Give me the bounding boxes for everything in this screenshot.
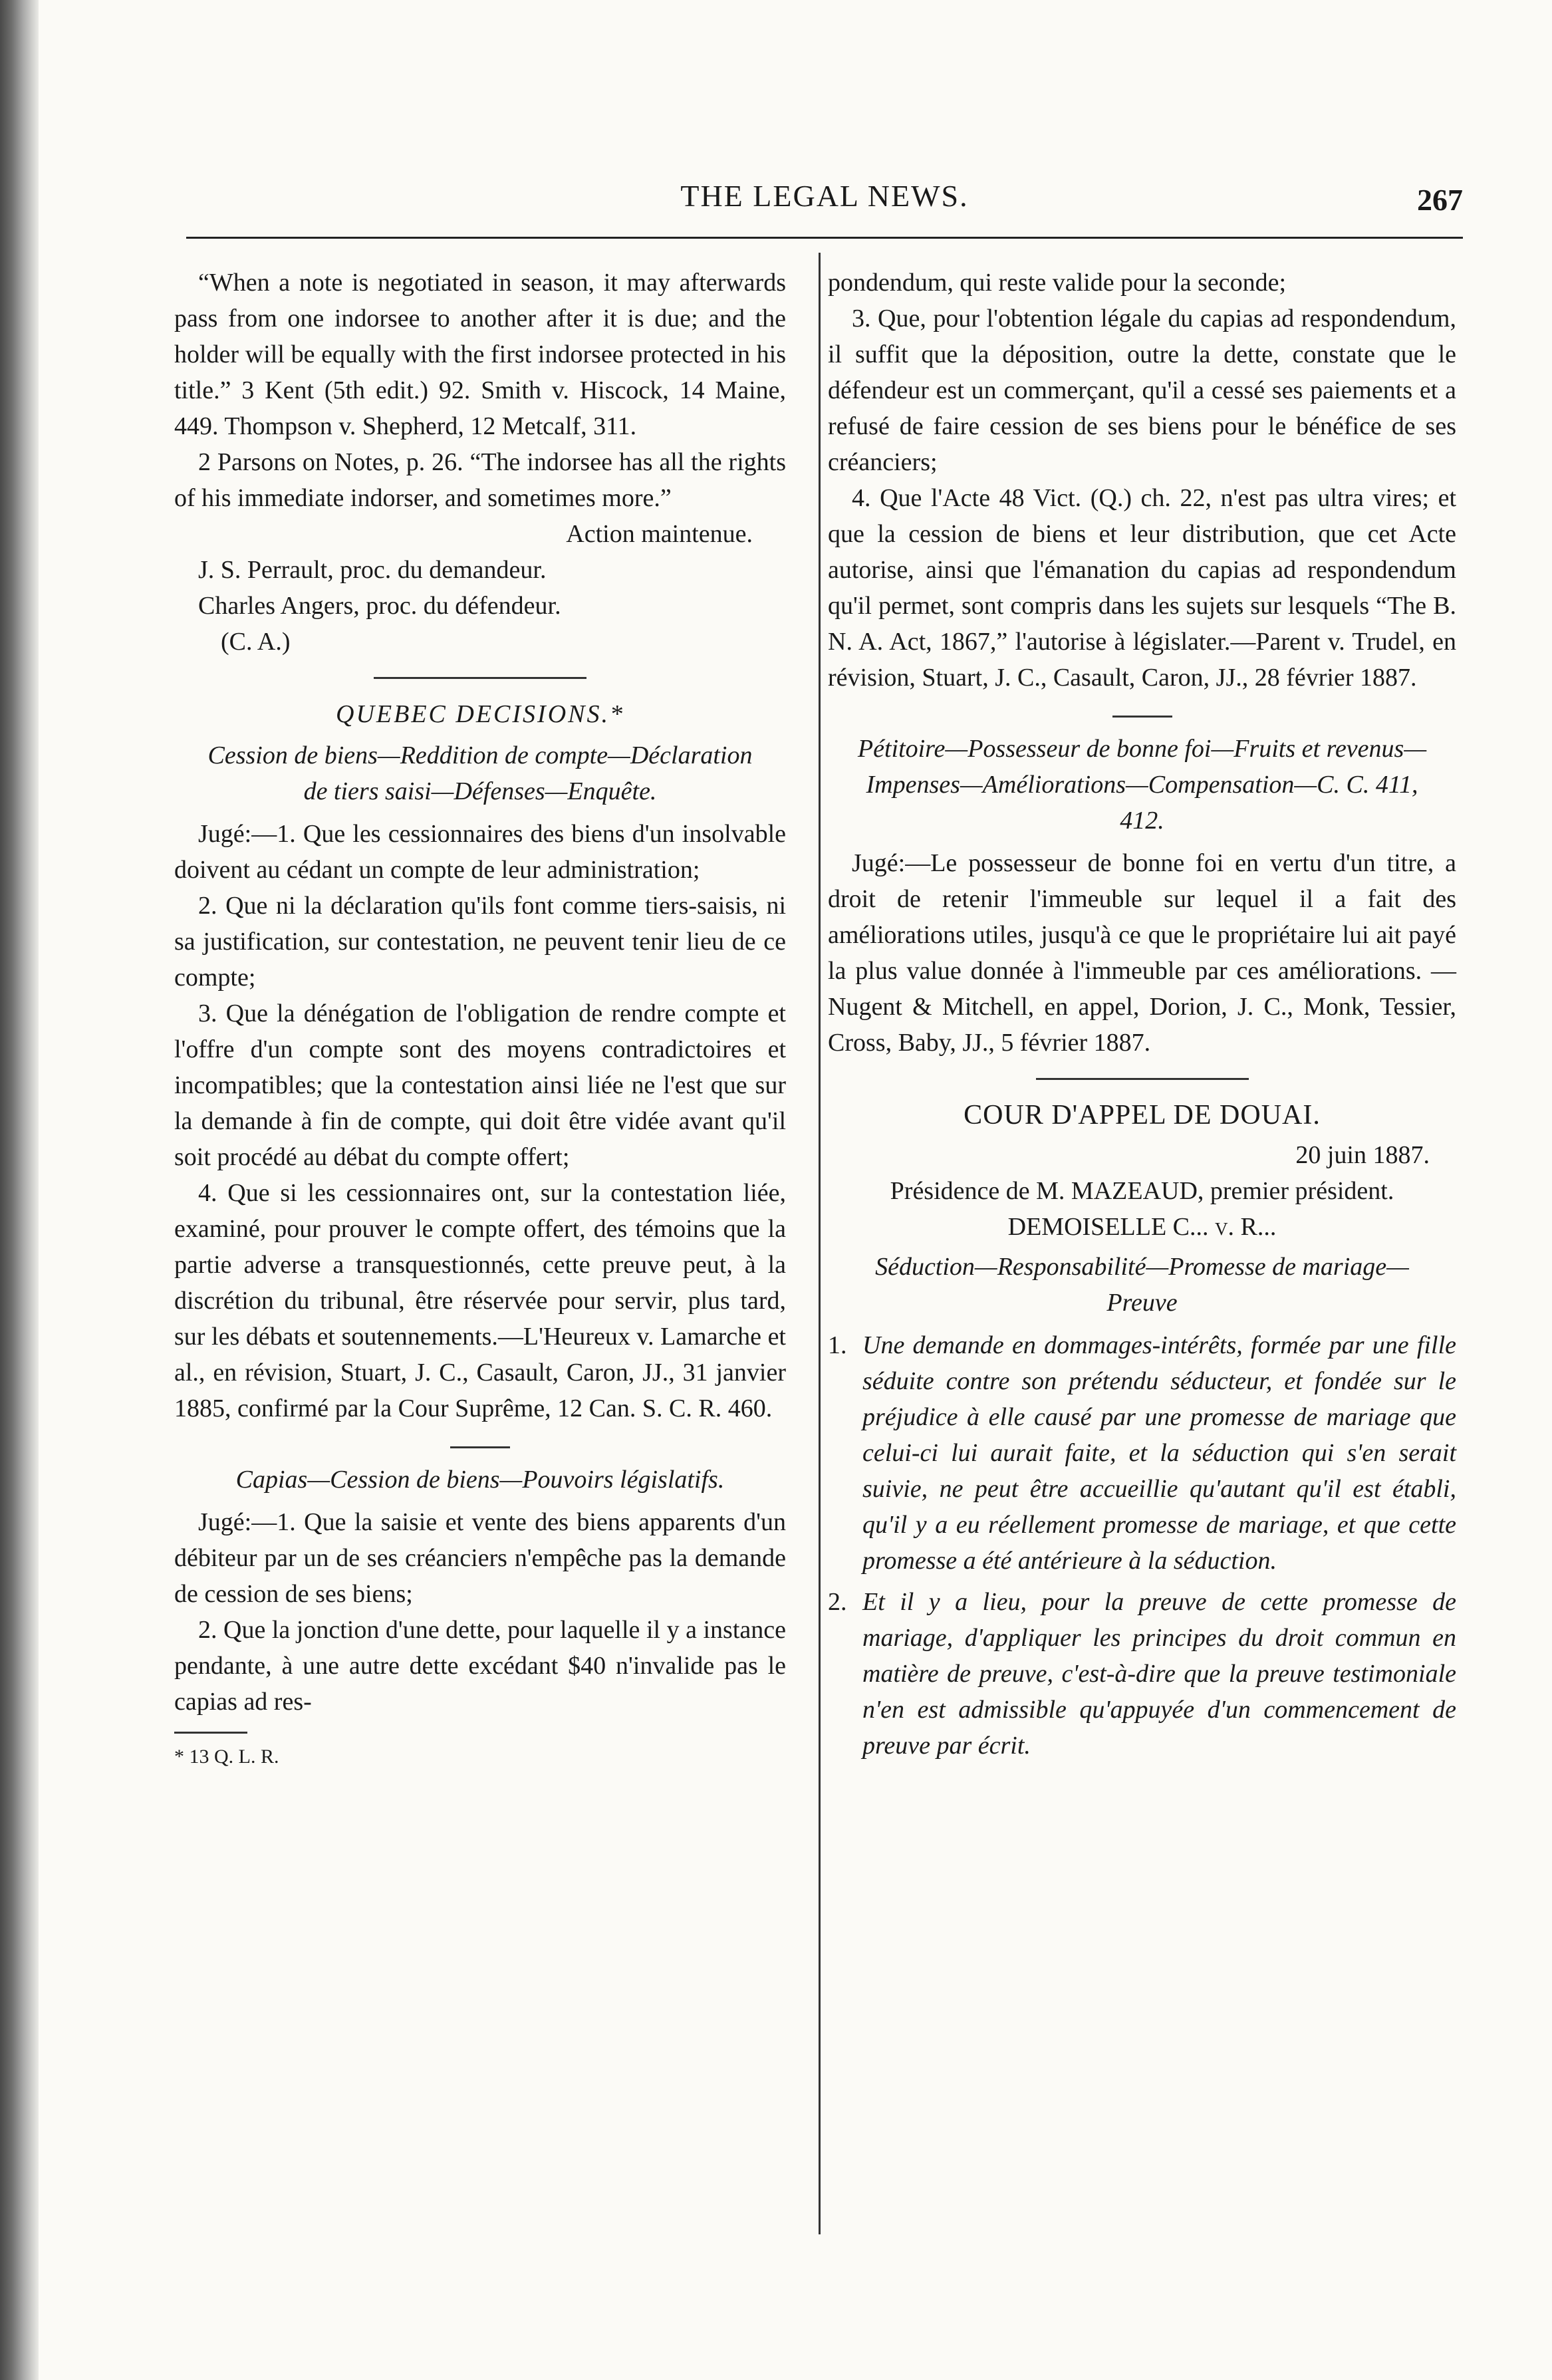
court-date: 20 juin 1887. [1295, 1141, 1430, 1169]
case-paragraph: 3. Que, pour l'obtention légale du capias ad respondendum, il suffit que la déposition, outre la dette, constate que le défendeur est un commerçant, qu'il a cessé ses paiements et a refusé de faire cession de ses biens pour le bénéfice de ses créanciers; [828, 305, 1456, 476]
case-paragraph: 4. Que si les cessionnaires ont, sur la contestation liée, examiné, pour prouver le compte offert, des témoins que la partie adverse a transquestionnés, cette preuve peut, à la discrétion du tribunal, être réservée pour servir, plus tard, sur les débats et soutennements.—L'Heureux v. Lamarche et al., en révision, Stuart, J. C., Casault, Caron, JJ., 31 janvier 1885, confirmé par la Cour Suprême, 12 Can. S. C. R. 460. [174, 1179, 786, 1422]
case-paragraph: pondendum, qui reste valide pour la seconde; [828, 269, 1287, 297]
case-paragraph: 2. Que ni la déclaration qu'ils font comme tiers-saisis, ni sa justification, sur contestation, ne peuvent tenir lieu de ce compte; [174, 892, 786, 992]
parties-line: DEMOISELLE C... v. R... [1007, 1213, 1277, 1241]
case-paragraph: 4. Que l'Acte 48 Vict. (Q.) ch. 22, n'est pas ultra vires; et que la cession de biens et leur distribution, que cet Acte autorise, ainsi que l'émanation du capias ad respondendum qu'il permet, sont compris dans les sujets sur lesquels “The B. N. A. Act, 1867,” l'autorise à législater.—Parent v. Trudel, en révision, Stuart, J. C., Casault, Caron, JJ., 28 février 1887. [828, 484, 1456, 692]
case-paragraph: 3. Que la dénégation de l'obligation de rendre compte et l'offre d'un compte sont des moyens contradictoires et incompatibles; que la contestation ainsi liée ne l'est que sur la demande à fin de compte, qui doit être vidée avant qu'il soit procédé au débat du compte offert; [174, 999, 786, 1171]
left-column [174, 265, 786, 1775]
holding-number: 1. [828, 1331, 847, 1359]
running-title: THE LEGAL NEWS. [680, 179, 969, 213]
reporter-initials: (C. A.) [221, 628, 291, 656]
case-paragraph: Jugé:—1. Que la saisie et vente des biens apparents d'un débiteur par un de ses créanciers n'empêche pas la demande de cession de ses biens; [174, 1508, 786, 1608]
holding-number: 2. [828, 1588, 847, 1616]
holding-text: Une demande en dommages-intérêts, formée par une fille séduite contre son prétendu séducteur, et fondée sur le préjudice à elle causé par une promesse de mariage que celui-ci lui aurait faite, et la séduction qui s'en serait suivie, ne peut être accueillie qu'autant qu'il est établi, qu'il y a eu réellement promesse de mariage, et que cette promesse a été antérieure à la séduction. [862, 1331, 1456, 1575]
footnote-rule [174, 1732, 247, 1734]
presidence-line: Présidence de M. MAZEAUD, premier président. [890, 1177, 1394, 1205]
scan-edge-shadow [0, 0, 39, 2380]
case-rule [1112, 716, 1172, 718]
right-column [828, 265, 1456, 1764]
footnote: * 13 Q. L. R. [174, 1746, 279, 1768]
case-topic: Cession de biens—Reddition de compte—Déclaration de tiers saisi—Défenses—Enquête. [207, 741, 753, 805]
court-title: COUR D'APPEL DE DOUAI. [964, 1100, 1321, 1130]
section-title: QUEBEC DECISIONS.* [336, 700, 624, 728]
column-divider [819, 253, 821, 2234]
case-paragraph: Jugé:—1. Que les cessionnaires des biens d'un insolvable doivent au cédant un compte de leur administration; [174, 820, 786, 884]
page-number: 267 [1417, 183, 1463, 217]
case-topic: Capias—Cession de biens—Pouvoirs législatifs. [235, 1466, 725, 1494]
counsel-line: Charles Angers, proc. du défendeur. [198, 592, 561, 620]
quote-paragraph: “When a note is negotiated in season, it may afterwards pass from one indorsee to another after it is due; and the holder will be equally with the first indorsee protected in his title.” 3 Kent (5th edit.) 92. Smith v. Hiscock, 14 Maine, 449. Thompson v. Shepherd, 12 Metcalf, 311. [174, 269, 786, 440]
holding-text: Et il y a lieu, pour la preuve de cette promesse de mariage, d'appliquer les principes du droit commun en matière de preuve, c'est-à-dire que la preuve testimoniale n'en est admissible qu'appuyée d'un commencement de preuve par écrit. [862, 1588, 1456, 1760]
page-header [186, 178, 1463, 231]
holding-item [828, 1584, 1456, 1764]
quote-paragraph: 2 Parsons on Notes, p. 26. “The indorsee has all the rights of his immediate indorser, and sometimes more.” [174, 448, 786, 512]
action-line: Action maintenue. [566, 520, 753, 548]
section-rule [374, 677, 586, 679]
section-rule [1036, 1078, 1249, 1080]
case-paragraph: 2. Que la jonction d'une dette, pour laquelle il y a instance pendante, à une autre dette excédant $40 n'invalide pas le capias ad res- [174, 1616, 786, 1716]
counsel-line: J. S. Perrault, proc. du demandeur. [198, 556, 547, 584]
case-topic: Séduction—Responsabilité—Promesse de mariage—Preuve [875, 1253, 1409, 1317]
case-paragraph: Jugé:—Le possesseur de bonne foi en vertu d'un titre, a droit de retenir l'immeuble sur lequel il a fait des améliorations utiles, jusqu'à ce que le propriétaire lui ait payé la plus value donnée à l'immeuble par ces améliorations. —Nugent & Mitchell, en appel, Dorion, J. C., Monk, Tessier, Cross, Baby, JJ., 5 février 1887. [828, 849, 1456, 1057]
holding-item [828, 1327, 1456, 1579]
case-rule [450, 1446, 510, 1448]
header-rule [186, 237, 1463, 239]
case-topic: Pétitoire—Possesseur de bonne foi—Fruits et revenus—Impenses—Améliorations—Compensation—C. C. 411, 412. [857, 735, 1427, 835]
